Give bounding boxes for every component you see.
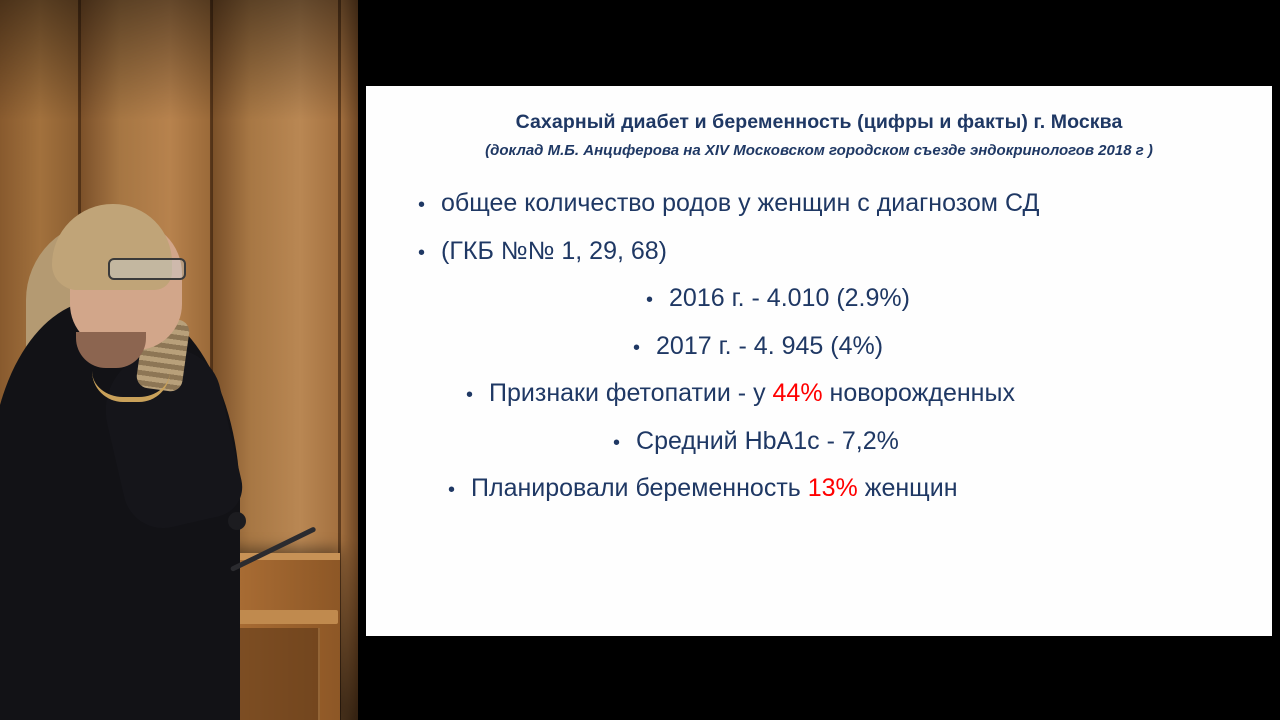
slide-bullet-text — [636, 426, 899, 457]
highlighted-value: 13% — [807, 474, 858, 503]
bullet-text-segment: (ГКБ №№ 1, 29, 68) — [441, 236, 668, 265]
slide-bullet — [388, 331, 1250, 362]
slide-subtitle: (доклад М.Б. Анциферова на XIV Московском городском съезде эндокринологов 2018 г ) — [485, 142, 1153, 160]
slide-bullet-list — [388, 188, 1250, 504]
slide-bullet — [388, 283, 1250, 314]
bullet-text-segment: 2016 г. - 4.010 (2.9%) — [669, 284, 910, 313]
bullet-dot-icon: • — [466, 384, 474, 407]
slide-bullet — [388, 378, 1250, 409]
slide-region — [358, 0, 1280, 720]
slide-bullet — [388, 236, 1250, 267]
letterbox-top — [358, 0, 1280, 86]
slide-bullet-text — [489, 378, 1015, 409]
bullet-dot-icon: • — [448, 479, 456, 502]
slide-title: Сахарный диабет и беременность (цифры и факты) г. Москва — [515, 111, 1123, 133]
presentation-slide — [366, 86, 1272, 636]
bullet-text-segment: новорожденных — [822, 379, 1015, 408]
bullet-text-segment: Планировали беременность — [471, 474, 808, 503]
microphone-icon — [228, 512, 246, 530]
scene-shadow-top — [0, 0, 358, 120]
bullet-dot-icon: • — [613, 431, 621, 454]
glasses-icon — [108, 258, 186, 280]
bullet-text-segment: женщин — [857, 474, 958, 503]
bullet-text-segment: общее количество родов у женщин с диагнозом СД — [441, 189, 1040, 218]
slide-bullet-text — [441, 236, 667, 267]
slide-bullet-text — [669, 283, 910, 314]
slide-bullet — [388, 473, 1250, 504]
bullet-text-segment: Средний HbA1c - 7,2% — [636, 426, 899, 455]
speaker — [0, 210, 300, 720]
slide-bullet-text — [656, 331, 883, 362]
bullet-text-segment: 2017 г. - 4. 945 (4%) — [656, 331, 884, 360]
bullet-dot-icon: • — [646, 289, 654, 312]
camera-feed — [0, 0, 358, 720]
highlighted-value: 44% — [772, 379, 823, 408]
slide-bullet — [388, 426, 1250, 457]
letterbox-bottom — [358, 636, 1280, 720]
slide-bullet-text — [471, 473, 958, 504]
slide-bullet-text — [441, 188, 1039, 219]
bullet-dot-icon: • — [418, 194, 426, 217]
bullet-dot-icon: • — [633, 336, 641, 359]
bullet-dot-icon: • — [418, 241, 426, 264]
bullet-text-segment: Признаки фетопатии - у — [489, 379, 773, 408]
slide-bullet — [388, 188, 1250, 219]
